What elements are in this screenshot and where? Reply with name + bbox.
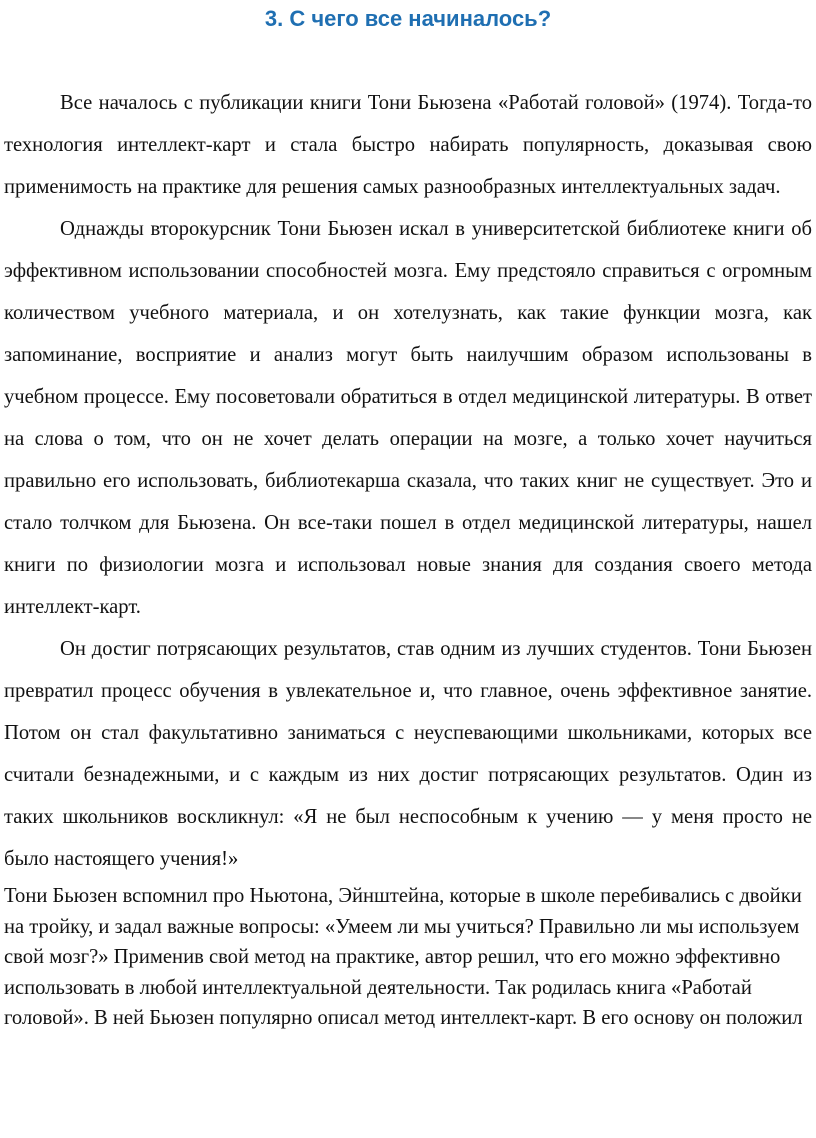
section-title: 3. С чего все начиналось? [264, 6, 552, 31]
paragraph-results: Он достиг потрясающих результатов, став одним из лучших студентов. Тони Бьюзен превратил процесс обучения в увлекательное и, что главное, очень эффективное занятие. Потом он стал факультативно заниматься с неуспевающими школьниками, которых все считали безнадежными, и с каждым из них достиг потрясающих результатов. Один из таких школьников воскликнул: «Я не был неспособным к учению — у меня просто не было настоящего учения!» [4, 638, 812, 870]
paragraph-publication: Все началось с публикации книги Тони Бьюзена «Работай головой» (1974). Тогда-то технология интеллект-карт и стала быстро набирать популярность, доказывая свою применимость на практике для решения самых разнообразных интеллектуальных задач. [4, 92, 812, 198]
paragraph-library: Однажды второкурсник Тони Бьюзен искал в университетской библиотеке книги об эффективном использовании способностей мозга. Ему предстояло справиться с огромным количеством учебного материала, и он хотелузнать, как такие функции мозга, как запоминание, восприятие и анализ могут быть наилучшим образом использованы в учебном процессе. Ему посоветовали обратиться в отдел медицинской литературы. В ответ на слова о том, что он не хочет делать операции на мозге, а только хочет научиться правильно его использовать, библиотекарша сказала, что таких книг не существует. Это и стало толчком для Бьюзена. Он все-таки пошел в отдел медицинской литературы, нашел книги по физиологии мозга и использовал новые знания для создания своего метода интеллект-карт. [4, 218, 812, 618]
document-body [4, 82, 812, 1034]
paragraph-questions: Тони Бьюзен вспомнил про Ньютона, Эйнштейна, которые в школе перебивались с двойки на тройку, и задал важные вопросы: «Умеем ли мы учиться? Правильно ли мы используем свой мозг?» Применив свой метод на практике, автор решил, что его можно эффективно использовать в любой интеллектуальной деятельности. Так родилась книга «Работай головой». В ней Бьюзен популярно описал метод интеллект-карт. В его основу он положил [4, 885, 803, 1029]
